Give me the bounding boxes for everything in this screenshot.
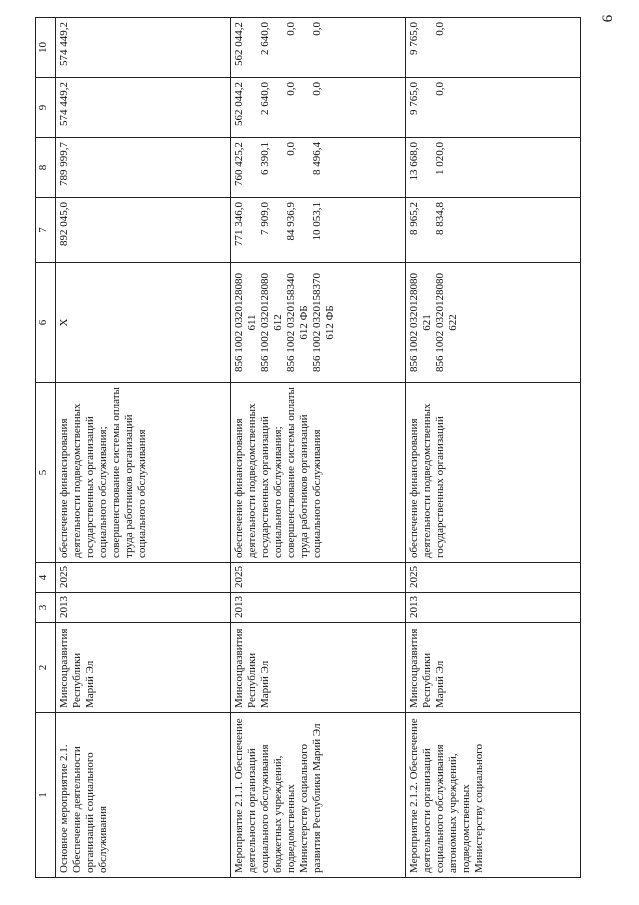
col-header-6: 6 xyxy=(36,263,56,383)
value: 562 044,2 xyxy=(233,82,245,126)
value: 6 390,1 xyxy=(259,142,271,175)
value-col-7 xyxy=(231,198,406,263)
value: 9 765,0 xyxy=(408,22,420,55)
budget-code-value: 856 1002 0320128080 xyxy=(233,273,245,372)
value-col-7: 892 045,0 xyxy=(56,198,231,263)
value: 1 020,0 xyxy=(434,142,446,175)
value-col-8 xyxy=(406,138,581,198)
expected-result: обеспечение финансирования деятельности подведомственных государственных организаций xyxy=(406,383,581,563)
start-year: 2013 xyxy=(231,593,406,623)
table-row xyxy=(56,18,231,878)
value: 0,0 xyxy=(285,82,297,96)
start-year: 2013 xyxy=(56,593,231,623)
executor: Минсоцразвития Республики Марий Эл xyxy=(406,623,581,713)
value: 2 640,0 xyxy=(259,22,271,55)
value-col-9 xyxy=(406,78,581,138)
value-col-9 xyxy=(231,78,406,138)
rotated-table-container xyxy=(35,18,601,878)
budget-code-sub: 622 xyxy=(447,314,459,331)
end-year: 2025 xyxy=(406,563,581,593)
value: 0,0 xyxy=(311,22,323,36)
budget-code-value: 856 1002 0320158370 xyxy=(311,273,323,372)
end-year: 2025 xyxy=(231,563,406,593)
value: 9 765,0 xyxy=(408,82,420,115)
value: 84 936,9 xyxy=(285,202,297,241)
budget-codes xyxy=(406,263,581,383)
value: 0,0 xyxy=(285,142,297,156)
value: 10 053,1 xyxy=(311,202,323,241)
budget-code-value: 856 1002 0320128080 xyxy=(434,273,446,372)
col-header-9: 9 xyxy=(36,78,56,138)
value: 0,0 xyxy=(285,22,297,36)
value-col-10 xyxy=(406,18,581,78)
expected-result: обеспечение финансирования деятельности подведомственных государственных организаций социального обслуживания; совершенствование системы оплаты труда работников организаций социального обслуживания xyxy=(231,383,406,563)
value-col-8: 789 999,7 xyxy=(56,138,231,198)
measure-name: Основное мероприятие 2.1. Обеспечение деятельности организаций социального обслуживания xyxy=(56,713,231,878)
col-header-8: 8 xyxy=(36,138,56,198)
value-col-10 xyxy=(231,18,406,78)
budget-code-value: 856 1002 0320158340 xyxy=(285,273,297,372)
budget-code xyxy=(56,263,231,383)
value-col-10: 574 449,2 xyxy=(56,18,231,78)
value: 8 965,2 xyxy=(408,202,420,235)
col-header-4: 4 xyxy=(36,563,56,593)
value: 0,0 xyxy=(434,22,446,36)
measure-name: Мероприятие 2.1.2. Обеспечение деятельности организаций социального обслуживания автономных учреждений, подведомственных Министерству социального xyxy=(406,713,581,878)
value: 7 909,0 xyxy=(259,202,271,235)
value: 0,0 xyxy=(311,82,323,96)
value: 8 496,4 xyxy=(311,142,323,175)
value: 771 346,0 xyxy=(233,202,245,246)
col-header-3: 3 xyxy=(36,593,56,623)
value-col-8 xyxy=(231,138,406,198)
table-row xyxy=(406,18,581,878)
budget-code-value: 856 1002 0320128080 xyxy=(408,273,420,372)
budget-code-sub: 612 ФБ xyxy=(324,305,336,340)
value-col-7 xyxy=(406,198,581,263)
end-year: 2025 xyxy=(56,563,231,593)
budget-code-sub: 621 xyxy=(421,314,433,331)
value: 2 640,0 xyxy=(259,82,271,115)
col-header-5: 5 xyxy=(36,383,56,563)
column-number-row xyxy=(36,18,56,878)
measure-name: Мероприятие 2.1.1. Обеспечение деятельности организаций социального обслуживания бюджетных учреждений, подведомственных Министерству социального развития Республики Марий Эл xyxy=(231,713,406,878)
col-header-2: 2 xyxy=(36,623,56,713)
budget-code-value: X xyxy=(58,318,70,327)
value-col-9: 574 449,2 xyxy=(56,78,231,138)
executor: Минсоцразвития Республики Марий Эл xyxy=(231,623,406,713)
start-year: 2013 xyxy=(406,593,581,623)
col-header-1: 1 xyxy=(36,713,56,878)
budget-code-sub: 612 ФБ xyxy=(298,305,310,340)
value: 8 834,8 xyxy=(434,202,446,235)
expected-result: обеспечение финансирования деятельности подведомственных государственных организаций социального обслуживания; совершенствование системы оплаты труда работников организаций социального обслуживания xyxy=(56,383,231,563)
value: 562 044,2 xyxy=(233,22,245,66)
budget-code-sub: 611 xyxy=(246,314,258,331)
value: 760 425,2 xyxy=(233,142,245,186)
value: 0,0 xyxy=(434,82,446,96)
budget-code-sub: 612 xyxy=(272,314,284,331)
budget-code-value: 856 1002 0320128080 xyxy=(259,273,271,372)
value: 13 668,0 xyxy=(408,142,420,181)
col-header-10: 10 xyxy=(36,18,56,78)
executor: Минсоцразвития Республики Марий Эл xyxy=(56,623,231,713)
col-header-7: 7 xyxy=(36,198,56,263)
budget-codes xyxy=(231,263,406,383)
program-table xyxy=(35,17,581,878)
table-row xyxy=(231,18,406,878)
page-number: 9 xyxy=(598,14,615,23)
